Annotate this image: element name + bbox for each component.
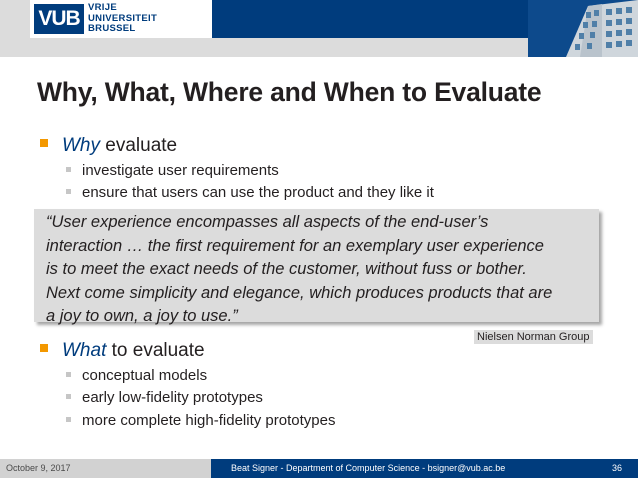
sub-bullet-text: conceptual models	[82, 367, 208, 384]
sub-bullet-icon	[66, 167, 71, 172]
bullet-square-icon	[40, 139, 48, 147]
building-photo	[528, 0, 638, 57]
slide-header	[0, 0, 638, 57]
sub-bullet	[66, 162, 279, 179]
sub-bullet	[66, 389, 263, 406]
bullet-emphasis: What	[62, 340, 107, 361]
footer-band	[211, 459, 638, 478]
sub-bullet-text: ensure that users can use the product and they like it	[82, 184, 434, 201]
footer-author: Beat Signer - Department of Computer Science - bsigner@vub.ac.be	[231, 463, 506, 473]
page-number: 36	[611, 463, 622, 473]
logo-line: UNIVERSITEIT	[88, 12, 158, 24]
header-left-band	[0, 0, 30, 57]
footer-date: October 9, 2017	[0, 459, 211, 478]
sub-bullet	[66, 412, 335, 429]
bullet-emphasis: Why	[62, 135, 100, 156]
quote-line: interaction … the first requirement for an exemplary user experience	[46, 236, 544, 255]
quote-line: a joy to own, a joy to use.”	[46, 307, 238, 325]
sub-bullet-text: early low-fidelity prototypes	[82, 389, 263, 406]
sub-bullet-icon	[66, 189, 71, 194]
quote-box	[34, 209, 599, 325]
sub-bullet	[66, 367, 207, 384]
logo-wordmark	[88, 3, 157, 35]
bullet-why	[40, 135, 177, 157]
quote-source: Nielsen Norman Group	[474, 330, 593, 344]
sub-bullet-text: more complete high-fidelity prototypes	[82, 412, 336, 429]
slide-footer	[0, 459, 638, 478]
quote-line: Next come simplicity and elegance, which produces products that are	[46, 283, 553, 302]
slide-title: Why, What, Where and When to Evaluate	[37, 77, 542, 107]
quote-line: is to meet the exact needs of the customer, without fuss or bother.	[46, 260, 527, 278]
logo-line: BRUSSEL	[88, 23, 136, 34]
bullet-square-icon	[40, 344, 48, 352]
sub-bullet-icon	[66, 417, 71, 422]
bullet-text: to evaluate	[106, 340, 205, 361]
bullet-text: evaluate	[100, 135, 178, 156]
sub-bullet-text: investigate user requirements	[82, 162, 279, 179]
sub-bullet	[66, 184, 434, 201]
bullet-what	[40, 340, 205, 362]
sub-bullet-icon	[66, 394, 71, 399]
logo-line: VRIJE	[88, 2, 117, 13]
logo-mark: VUB	[34, 4, 84, 34]
sub-bullet-icon	[66, 372, 71, 377]
quote-line: “User experience encompasses all aspects of the end-user’s	[46, 213, 489, 231]
